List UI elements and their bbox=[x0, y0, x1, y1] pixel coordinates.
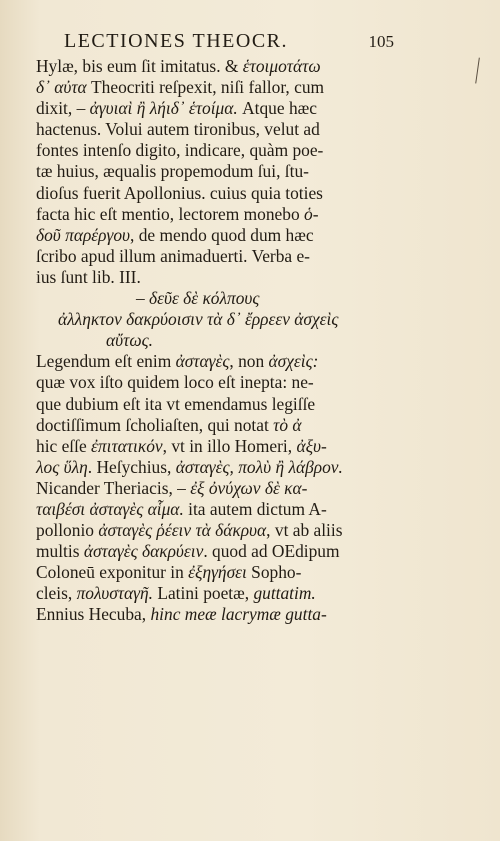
latin-text: fontes intenſo digito, indicare, quàm poe- bbox=[36, 140, 324, 161]
greek-text: ἀσχεὶς: bbox=[268, 351, 319, 372]
text-line bbox=[36, 309, 386, 330]
italic-text: guttatim. bbox=[253, 583, 316, 604]
latin-text: Latini poetæ, bbox=[152, 583, 254, 604]
greek-text: πολυσταγῆ. bbox=[76, 583, 153, 604]
greek-text: ἑτοιμοτάτω bbox=[242, 56, 321, 76]
latin-text: Legendum eſt enim bbox=[36, 351, 176, 372]
italic-text: hinc meæ lacrymæ gutta- bbox=[150, 604, 327, 625]
text-line bbox=[36, 267, 386, 288]
latin-text: facta hic eſt mentio, lectorem monebo bbox=[36, 203, 305, 224]
latin-text: Atque hæc bbox=[237, 98, 317, 119]
text-line bbox=[36, 604, 386, 625]
greek-text: αὔτως. bbox=[106, 330, 154, 351]
latin-text: dioſus fuerit Apollonius. cuius quia toties bbox=[36, 182, 323, 203]
greek-text: ἀσταγὲς, πολὺ ἢ λάβρον. bbox=[175, 456, 343, 477]
text-line bbox=[36, 288, 386, 309]
latin-text: multis bbox=[36, 541, 84, 562]
latin-text: que dubium eſt ita vt emendamus legiſſe bbox=[36, 393, 316, 414]
latin-text: , de mendo quod dum hæc bbox=[130, 224, 314, 245]
latin-text: hactenus. Volui autem tironibus, velut ad bbox=[36, 119, 320, 140]
greek-text: δοῦ παρέργου bbox=[36, 224, 131, 245]
text-line bbox=[36, 394, 386, 415]
greek-text: ἀσταγὲς δακρύειν bbox=[83, 541, 204, 562]
latin-text: Hylæ, bis eum ſit imitatus. & bbox=[36, 56, 243, 76]
latin-text: ius ſunt lib. III. bbox=[36, 266, 141, 287]
greek-text: ἀλληκτον δακρύοισιν τὰ δ᾽ ἔρρεεν ἀσχεὶς bbox=[58, 309, 339, 330]
text-line bbox=[36, 119, 386, 140]
text-line bbox=[36, 77, 386, 98]
latin-text: quæ vox iſto quidem loco eſt inepta: ne- bbox=[36, 372, 314, 393]
text-line bbox=[36, 436, 386, 457]
text-line bbox=[36, 204, 386, 225]
latin-text: tæ huius, æqualis propemodum ſui, ſtu- bbox=[36, 161, 309, 182]
greek-text: ἀσταγὲς ῥέειν τὰ δάκρυα bbox=[98, 520, 267, 541]
latin-text: Theocriti reſpexit, niſi fallor, cum bbox=[86, 77, 325, 98]
latin-text: dixit, bbox=[36, 98, 77, 119]
latin-text: Coloneū exponitur in bbox=[36, 562, 189, 583]
greek-text: – ἐξ ὀνύχων δὲ κα- bbox=[177, 477, 308, 498]
latin-text: . Heſychius, bbox=[87, 456, 176, 477]
text-line bbox=[36, 372, 386, 393]
latin-text: hic eſſe bbox=[36, 435, 92, 456]
greek-text: λος ὕλη bbox=[36, 456, 88, 477]
latin-text: ſcribo apud illum animaduerti. Verba e- bbox=[36, 245, 310, 266]
text-line bbox=[36, 330, 386, 351]
page-number: 105 bbox=[368, 32, 394, 51]
latin-text: Sopho- bbox=[246, 562, 302, 583]
greek-text: ἀσταγὲς bbox=[175, 351, 230, 372]
running-title: LECTIONES THEOCR. bbox=[64, 30, 289, 52]
latin-text: , non bbox=[229, 351, 269, 372]
latin-text: , vt in illo Homeri, bbox=[162, 435, 297, 456]
text-line bbox=[36, 499, 386, 520]
running-head bbox=[64, 30, 394, 53]
greek-text: ἐξηγήσει bbox=[188, 562, 247, 583]
latin-text: , vt ab aliis bbox=[266, 520, 343, 541]
greek-text: δ᾽ αὐτα bbox=[36, 77, 87, 98]
text-line bbox=[36, 351, 386, 372]
text-line bbox=[36, 56, 386, 77]
text-line bbox=[36, 541, 386, 562]
latin-text: ita autem dictum A- bbox=[183, 498, 327, 519]
greek-text: ἀξυ- bbox=[296, 435, 327, 456]
greek-text: – δεῦε δὲ κόλπους bbox=[136, 288, 260, 309]
margin-pen-mark bbox=[475, 58, 486, 85]
latin-text: pollonio bbox=[36, 520, 99, 541]
text-line bbox=[36, 161, 386, 182]
greek-text: – ἀγυιαὶ ἢ λήιδ᾽ ἑτοίμα. bbox=[76, 98, 238, 119]
latin-text: doctiſſimum ſcholiaſten, qui notat bbox=[36, 414, 274, 435]
text-line bbox=[36, 562, 386, 583]
text-line bbox=[36, 478, 386, 499]
text-line bbox=[36, 225, 386, 246]
text-line bbox=[36, 246, 386, 267]
greek-text: τὸ ἀ bbox=[273, 414, 302, 435]
greek-text: ἐπιτατικόν bbox=[91, 435, 163, 456]
text-line bbox=[36, 583, 386, 604]
text-line bbox=[36, 98, 386, 119]
latin-text: . quod ad OEdipum bbox=[203, 541, 340, 562]
greek-text: ὁ- bbox=[304, 203, 319, 224]
latin-text: Ennius Hecuba, bbox=[36, 604, 151, 625]
text-line bbox=[36, 183, 386, 204]
latin-text: Nicander Theriacis, bbox=[36, 477, 178, 498]
text-line bbox=[36, 140, 386, 161]
text-line bbox=[36, 415, 386, 436]
body-text bbox=[36, 56, 386, 626]
text-line bbox=[36, 520, 386, 541]
text-line bbox=[36, 457, 386, 478]
greek-text: ταιβέσι ἀσταγὲς αἷμα. bbox=[36, 498, 184, 519]
latin-text: cleis, bbox=[36, 583, 77, 604]
